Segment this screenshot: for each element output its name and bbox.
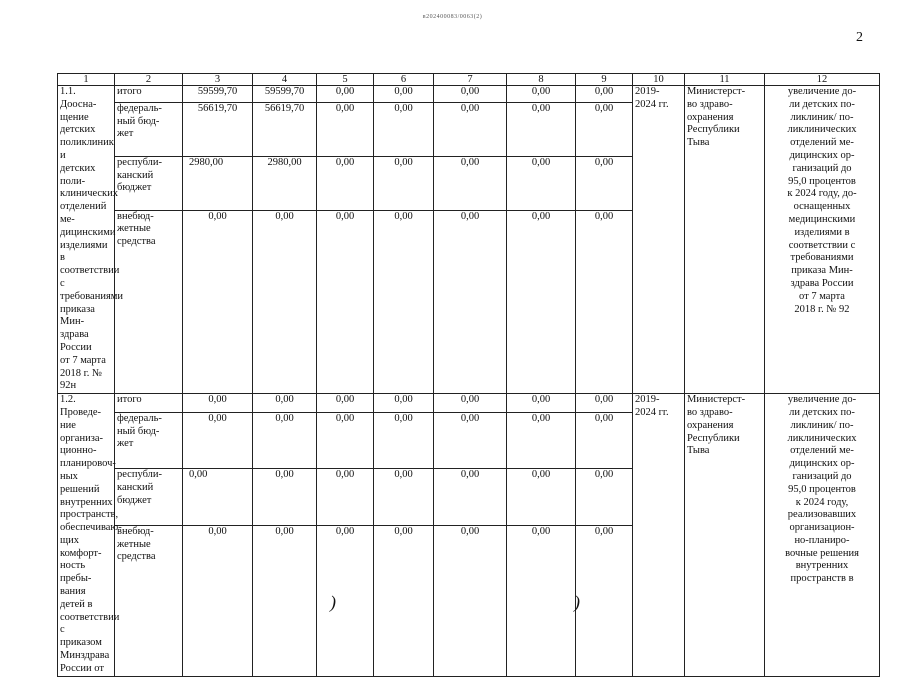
text-line: здрава России [60, 329, 92, 353]
column-number: 2 [115, 74, 183, 86]
funding-value: 59599,70 [253, 86, 317, 103]
text-line: во здраво- [687, 406, 733, 418]
expected-result [765, 394, 880, 677]
text-line: требованиями [790, 252, 854, 264]
text-line: планировоч- [60, 458, 116, 470]
funding-value: 0,00 [183, 412, 253, 469]
funding-value: 0,00 [434, 525, 507, 676]
column-number: 9 [576, 74, 633, 86]
funding-value: 0,00 [434, 394, 507, 413]
funding-value: 56619,70 [253, 102, 317, 156]
text-line: требованиями [60, 290, 124, 302]
funding-value: 0,00 [374, 525, 434, 676]
executor [685, 394, 765, 677]
funding-value: 0,00 [374, 412, 434, 469]
funding-value: 0,00 [434, 102, 507, 156]
funding-value: 0,00 [374, 102, 434, 156]
text-line: ли детских по- [789, 98, 855, 110]
text-line: но-планиро- [794, 534, 850, 546]
text-line: 2018 г. № 92н [60, 367, 103, 392]
column-number: 5 [317, 74, 374, 86]
funding-value: 0,00 [434, 210, 507, 394]
text-line: щих комфорт- [60, 534, 102, 559]
text-line: охранения [687, 111, 734, 123]
funding-value: 0,00 [576, 469, 633, 526]
text-line: приказа Мин- [791, 265, 853, 277]
funding-value: 0,00 [576, 156, 633, 210]
text-line: Тыва [687, 445, 710, 457]
funding-value: 0,00 [507, 102, 576, 156]
text-line: Министерст- [687, 394, 746, 406]
funding-source [115, 469, 183, 526]
text-line: внутренних [795, 560, 849, 572]
text-line: 2018 г. № 92 [794, 303, 850, 315]
text-line: пространств, [60, 509, 119, 521]
document-id: в202400083/0063(2) [422, 14, 483, 20]
funding-value: 0,00 [507, 394, 576, 413]
text-line: ганизаций до [792, 162, 852, 174]
text-line: ликлиник/ по- [790, 111, 854, 123]
text-line: Республики [687, 432, 740, 444]
text-line: Тыва [687, 137, 710, 149]
funding-source [115, 412, 183, 469]
funding-value: 0,00 [434, 469, 507, 526]
text-line: охранения [687, 419, 734, 431]
funding-value: 59599,70 [183, 86, 253, 103]
funding-value: 0,00 [576, 525, 633, 676]
funding-value: 0,00 [507, 525, 576, 676]
funding-value: 0,00 [317, 412, 374, 469]
text-line: 1.2. Проведе- [60, 394, 102, 418]
text-line: отделений ме- [60, 201, 107, 225]
funding-value: 0,00 [317, 102, 374, 156]
funding-source [115, 525, 183, 676]
funding-value: 0,00 [576, 210, 633, 394]
period [633, 86, 685, 394]
text-line: 95,0 процентов [788, 175, 856, 187]
text-line: бюджет [117, 182, 152, 194]
text-line: соответствии с [788, 239, 856, 251]
text-line: Министерст- [687, 86, 746, 97]
text-line: республи- [117, 469, 162, 481]
funding-value: 0,00 [507, 412, 576, 469]
text-line: 1.1. Доосна- [60, 86, 97, 110]
text-line: детских поли- [60, 162, 96, 187]
funding-value: 0,00 [507, 469, 576, 526]
text-line: дицинских ор- [789, 149, 855, 161]
text-line: клинических [60, 188, 119, 200]
text-line: отделений ме- [790, 137, 854, 149]
column-number: 1 [58, 74, 115, 86]
funding-value: 0,00 [374, 469, 434, 526]
funding-value: 0,00 [183, 525, 253, 676]
column-number-row [58, 74, 880, 86]
text-line: ганизаций до [792, 470, 852, 482]
text-line: организацион- [789, 522, 855, 534]
page-number: 2 [856, 30, 863, 45]
column-number: 12 [765, 74, 880, 86]
funding-value: 0,00 [317, 156, 374, 210]
expected-result [765, 86, 880, 394]
text-line: оснащенных [793, 201, 851, 213]
funding-value: 2980,00 [253, 156, 317, 210]
text-line: внебюд- [117, 210, 154, 222]
funding-value: 0,00 [183, 210, 253, 394]
funding-source [115, 156, 183, 210]
text-line: Минздрава [60, 650, 110, 662]
text-line: ный бюд- [117, 115, 160, 127]
funding-value: 56619,70 [183, 102, 253, 156]
funding-value: 0,00 [507, 156, 576, 210]
funding-value: 0,00 [317, 469, 374, 526]
text-line: от 7 марта [799, 290, 845, 302]
text-line: обеспечиваю- [60, 522, 122, 534]
text-line: ционно- [60, 445, 97, 457]
funding-value: 0,00 [507, 86, 576, 103]
funding-value: 0,00 [576, 412, 633, 469]
funding-value: 0,00 [253, 525, 317, 676]
table-row [58, 86, 880, 103]
text-line: дицинских ор- [789, 458, 855, 470]
text-line: итого [117, 86, 142, 97]
text-line: во здраво- [687, 98, 733, 110]
funding-source [115, 210, 183, 394]
column-number: 10 [633, 74, 685, 86]
funding-value: 0,00 [317, 86, 374, 103]
column-number: 3 [183, 74, 253, 86]
funding-value: 0,00 [183, 469, 253, 526]
text-line: щение детских [60, 111, 96, 136]
text-line: ли детских по- [789, 406, 855, 418]
funding-value: 0,00 [434, 156, 507, 210]
text-line: изделиями в [794, 226, 850, 238]
column-number: 7 [434, 74, 507, 86]
funding-value: 0,00 [434, 412, 507, 469]
funding-value: 0,00 [374, 210, 434, 394]
funding-value: 0,00 [183, 394, 253, 413]
funding-value: 0,00 [253, 210, 317, 394]
text-line: поликлиник и [60, 137, 114, 161]
text-line: к 2024 году, до- [787, 188, 857, 200]
column-number: 6 [374, 74, 434, 86]
text-line: приказом [60, 637, 102, 649]
text-line: федераль- [117, 102, 162, 114]
text-line: канский [117, 169, 154, 181]
text-line: увеличение до- [787, 394, 857, 406]
funding-value: 0,00 [253, 412, 317, 469]
text-line: внебюд- [117, 525, 154, 537]
funding-value: 0,00 [317, 525, 374, 676]
funding-value: 0,00 [253, 394, 317, 413]
column-number: 4 [253, 74, 317, 86]
text-line: соответствии с [60, 265, 120, 289]
activity-name [58, 86, 124, 394]
funding-value: 0,00 [374, 156, 434, 210]
text-line: итого [117, 394, 142, 406]
program-activities-table [57, 73, 880, 677]
text-line: 2024 гг. [635, 98, 669, 110]
text-line: приказа Мин- [60, 303, 95, 328]
text-line: 2019- [635, 394, 660, 406]
text-line: изделиями в [60, 239, 108, 264]
column-number: 8 [507, 74, 576, 86]
activity-name [58, 394, 122, 677]
funding-value: 0,00 [253, 469, 317, 526]
text-line: федераль- [117, 412, 162, 424]
text-line: жетные [117, 538, 151, 550]
text-line: вочные решения [785, 547, 859, 559]
text-line: ликлинических [787, 432, 857, 444]
text-line: Республики [687, 124, 740, 136]
text-line: ликлинических [787, 124, 857, 136]
funding-value: 0,00 [576, 86, 633, 103]
funding-value: 0,00 [576, 394, 633, 413]
funding-value: 2980,00 [183, 156, 253, 210]
text-line: пространств в [790, 573, 854, 585]
footer-mark: ) [574, 592, 580, 612]
text-line: 2019- [635, 86, 660, 97]
text-line: увеличение до- [787, 86, 857, 97]
text-line: канский [117, 482, 154, 494]
text-line: жет [117, 128, 134, 140]
funding-value: 0,00 [374, 394, 434, 413]
funding-value: 0,00 [374, 86, 434, 103]
text-line: от 7 марта [60, 354, 106, 366]
funding-source [115, 102, 183, 156]
executor [685, 86, 765, 394]
funding-value: 0,00 [317, 394, 374, 413]
text-line: ный бюд- [117, 425, 160, 437]
footer-mark: ) [330, 592, 336, 612]
column-number: 11 [685, 74, 765, 86]
text-line: ние организа- [60, 419, 104, 444]
funding-value: 0,00 [434, 86, 507, 103]
text-line: к 2024 году, [795, 496, 849, 508]
funding-source [115, 394, 183, 413]
text-line: республи- [117, 156, 162, 168]
text-line: вания детей в [60, 586, 93, 610]
funding-source [115, 86, 183, 103]
text-line: жетные [117, 223, 151, 235]
funding-value: 0,00 [507, 210, 576, 394]
text-line: России от [60, 662, 104, 674]
text-line: средства [117, 551, 156, 563]
text-line: средства [117, 236, 156, 248]
text-line: внутренних [60, 496, 113, 508]
text-line: 2024 гг. [635, 406, 669, 418]
text-line: ных решений [60, 470, 100, 495]
text-line: ность пребы- [60, 560, 92, 585]
text-line: здрава России [790, 277, 854, 289]
text-line: 95,0 процентов [788, 483, 856, 495]
funding-value: 0,00 [317, 210, 374, 394]
text-line: медицинскими [788, 213, 856, 225]
text-line: реализовавших [787, 509, 857, 521]
funding-value: 0,00 [576, 102, 633, 156]
text-line: дицинскими [60, 226, 116, 238]
text-line: отделений ме- [790, 445, 854, 457]
text-line: бюджет [117, 494, 152, 506]
table-row [58, 394, 880, 413]
period [633, 394, 685, 677]
text-line: соответствии с [60, 611, 120, 636]
text-line: жет [117, 438, 134, 450]
text-line: ликлиник/ по- [790, 419, 854, 431]
